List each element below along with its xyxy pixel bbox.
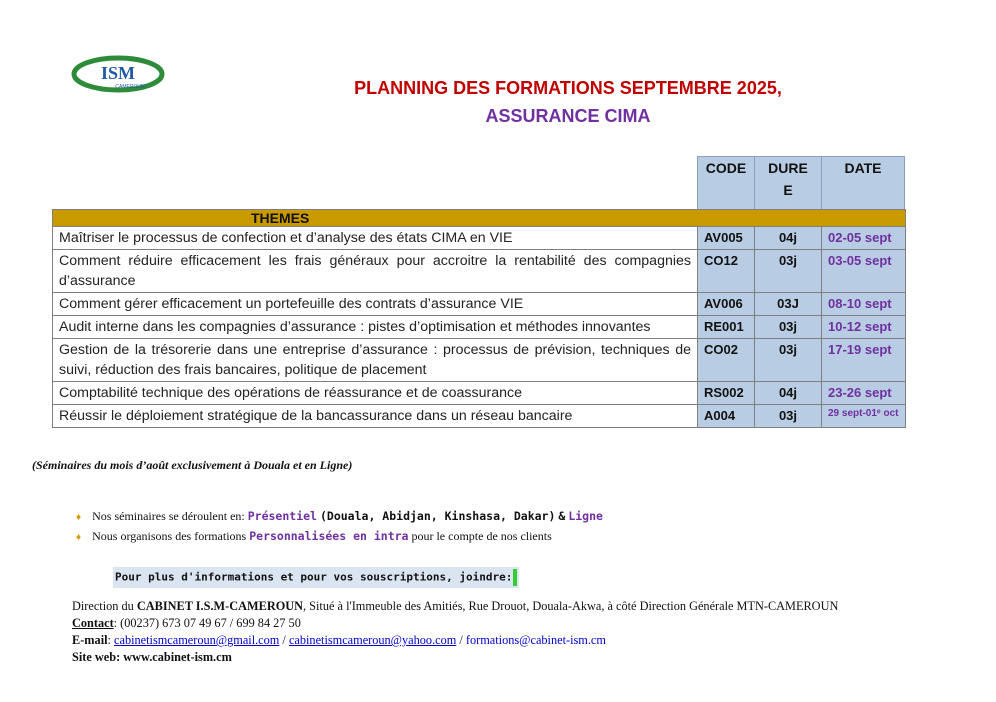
duree-cell: 03j	[755, 250, 822, 293]
code-cell: RS002	[698, 382, 755, 405]
theme-cell: Comment réduire efficacement les frais généraux pour accroitre la rentabilité des compagnies d’assurance	[53, 250, 698, 293]
theme-cell: Réussir le déploiement stratégique de la bancassurance dans un réseau bancaire	[53, 405, 698, 428]
contact-value: : (00237) 673 07 49 67 / 699 84 27 50	[113, 616, 301, 630]
table-row	[53, 293, 906, 316]
code-cell: AV005	[698, 227, 755, 250]
duree-cell: 03j	[755, 316, 822, 339]
site-label: Site web	[72, 650, 117, 664]
header-duree	[755, 157, 822, 210]
email-link-gmail[interactable]: cabinetismcameroun@gmail.com	[114, 633, 280, 647]
info-bullets	[76, 506, 603, 546]
site-value: : www.cabinet-ism.cm	[116, 650, 232, 664]
page-subtitle: ASSURANCE CIMA	[485, 106, 651, 126]
date-cell: 10-12 sept	[822, 316, 906, 339]
email-label: E-mail	[72, 633, 108, 647]
column-header-table	[697, 156, 905, 210]
footer-contact	[72, 598, 838, 666]
list-item	[76, 526, 603, 546]
date-cell-text: 29 sept-01ᵉ oct	[828, 408, 899, 419]
ligne-label: Ligne	[568, 509, 603, 523]
theme-cell: Comptabilité technique des opérations de réassurance et de coassurance	[53, 382, 698, 405]
header-duree-line2: E	[783, 182, 793, 198]
header-duree-line1: DURE	[768, 160, 808, 176]
code-cell: RE001	[698, 316, 755, 339]
email-line: E-mail: cabinetismcameroun@gmail.com / cabinetismcameroun@yahoo.com / formations@cabinet-ism.cm	[72, 633, 606, 647]
contact-prompt	[113, 567, 519, 588]
contact-line	[72, 615, 838, 632]
table-row	[53, 382, 906, 405]
duree-cell: 03J	[755, 293, 822, 316]
company-name: CABINET I.S.M-CAMEROUN	[136, 599, 304, 613]
theme-cell: Audit interne dans les compagnies d’assurance : pistes d’optimisation et méthodes innovantes	[53, 316, 698, 339]
table-row	[53, 250, 906, 293]
training-table	[52, 209, 906, 428]
date-cell: 17-19 sept	[822, 339, 906, 382]
date-cell: 08-10 sept	[822, 293, 906, 316]
theme-cell: Maîtriser le processus de confection et d’analyse des états CIMA en VIE	[53, 227, 698, 250]
svg-text:ISM: ISM	[100, 63, 136, 83]
duree-cell: 04j	[755, 382, 822, 405]
email-link-yahoo[interactable]: cabinetismcameroun@yahoo.com	[288, 633, 457, 647]
address-line	[72, 598, 838, 615]
svg-text:CAMEROUN: CAMEROUN	[115, 84, 145, 90]
email-link-formations[interactable]: formations@cabinet-ism.cm	[465, 633, 606, 647]
intra-label: Personnalisées en intra	[249, 529, 409, 543]
ampersand: &	[558, 509, 566, 523]
table-row	[53, 339, 906, 382]
list-item	[76, 506, 603, 526]
date-cell	[822, 405, 906, 428]
table-row	[53, 405, 906, 428]
code-cell: AV006	[698, 293, 755, 316]
bullet2-prefix: Nous organisons des formations	[92, 529, 247, 543]
themes-header-row	[53, 210, 906, 227]
duree-cell: 03j	[755, 405, 822, 428]
bullet2-suffix: pour le compte de nos clients	[411, 529, 552, 543]
duree-cell: 03j	[755, 339, 822, 382]
code-cell: CO12	[698, 250, 755, 293]
site-line	[72, 649, 838, 666]
theme-cell: Gestion de la trésorerie dans une entreprise d’assurance : processus de prévision, techniques de suivi, réduction des frais bancaires, politique de placement	[53, 339, 698, 382]
diamond-bullet-icon: ♦	[76, 512, 82, 523]
contact-label: Contact	[72, 616, 114, 630]
contact-prompt-text: Pour plus d'informations et pour vos souscriptions, joindre:	[115, 570, 513, 584]
date-cell: 03-05 sept	[822, 250, 906, 293]
theme-cell: Comment gérer efficacement un portefeuille des contrats d’assurance VIE	[53, 293, 698, 316]
seminar-note: (Séminaires du mois d’août exclusivement à Douala et en Ligne)	[32, 458, 353, 472]
table-row	[53, 227, 906, 250]
themes-label: THEMES	[53, 210, 906, 227]
diamond-bullet-icon: ♦	[76, 532, 82, 543]
date-cell: 02-05 sept	[822, 227, 906, 250]
address-prefix: Direction du	[72, 599, 134, 613]
header-date: DATE	[822, 157, 905, 210]
text-cursor-icon	[513, 569, 517, 586]
cities-label: (Douala, Abidjan, Kinshasa, Dakar)	[319, 509, 556, 523]
table-row	[53, 316, 906, 339]
code-cell: CO02	[698, 339, 755, 382]
address-rest: , Situé à l'Immeuble des Amitiés, Rue Drouot, Douala-Akwa, à côté Direction Générale MTN-CAMEROUN	[303, 599, 839, 613]
code-cell: A004	[698, 405, 755, 428]
date-cell: 23-26 sept	[822, 382, 906, 405]
page-title: PLANNING DES FORMATIONS SEPTEMBRE 2025,	[354, 78, 782, 98]
duree-cell: 04j	[755, 227, 822, 250]
bullet1-prefix: Nos séminaires se déroulent en:	[92, 509, 245, 523]
presentiel-label: Présentiel	[247, 509, 317, 523]
header-code: CODE	[698, 157, 755, 210]
